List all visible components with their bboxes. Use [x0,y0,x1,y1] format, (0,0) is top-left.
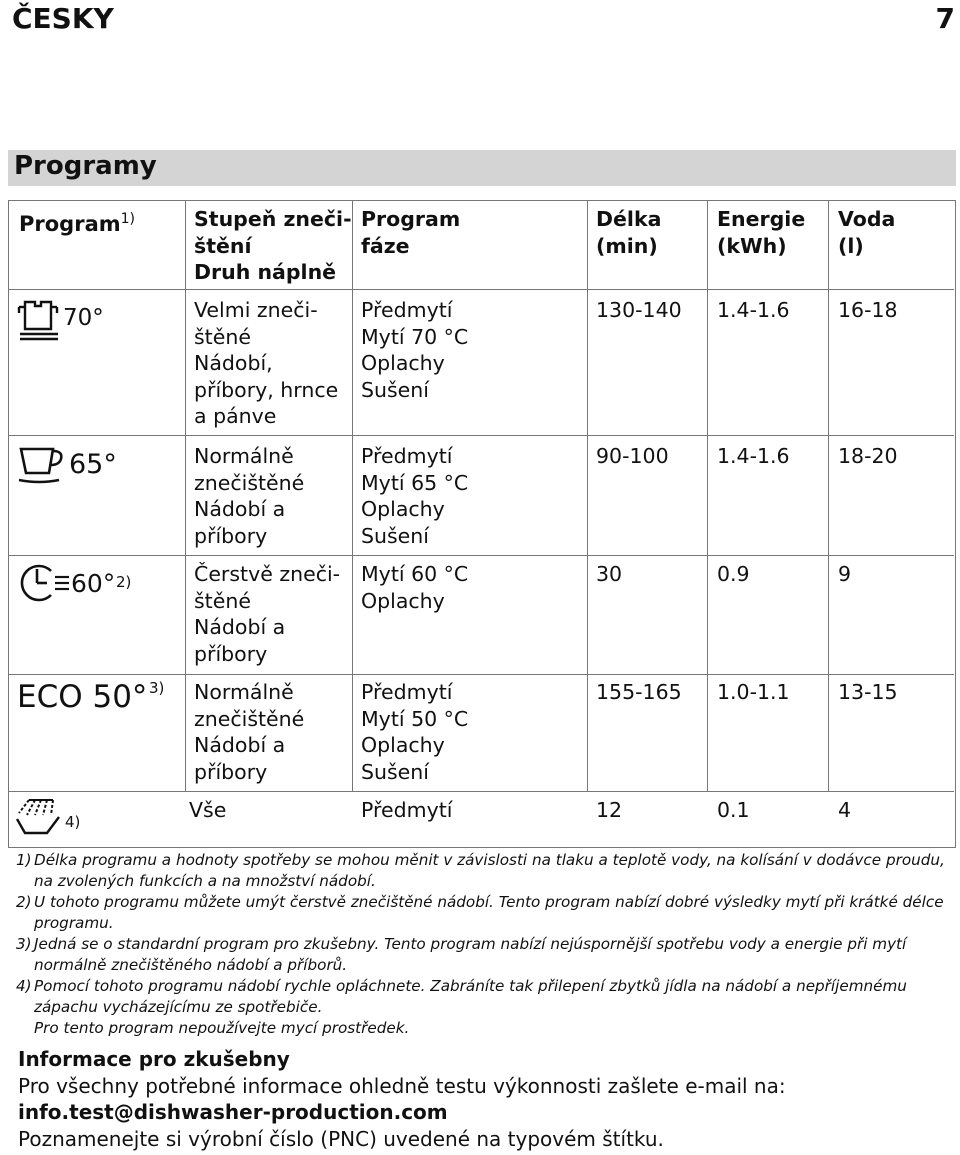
water-cell: 9 [838,562,852,586]
energy-cell: 1.4-1.6 [717,444,790,468]
soiling-cell: Normálně znečištěné Nádobí a příbory [194,680,305,784]
phases-cell: Předmytí [361,798,453,822]
pot-icon [17,299,61,345]
header-water: Voda (l) [838,207,896,258]
footnote-ref: 1) [120,211,135,227]
program-temp-label: 60° [71,569,116,598]
energy-cell: 1.4-1.6 [717,298,790,322]
duration-cell: 155-165 [596,680,682,704]
info-email: info.test@dishwasher-production.com [18,1100,448,1124]
cup-icon [17,445,69,489]
programs-table [8,200,956,848]
footnotes [16,850,946,1040]
soiling-cell: Normálně znečištěné Nádobí a příbory [194,444,305,548]
phases-cell: Předmytí Mytí 70 °C Oplachy Sušení [361,298,469,402]
page-header [12,0,957,40]
language-heading: ČESKY [12,2,114,35]
energy-cell: 0.1 [717,798,750,822]
header-phases: Program fáze [361,207,461,258]
footnote: 2) U tohoto programu můžete umýt čerstvě znečištěné nádobí. Tento program nabízí dobré výsledky mytí při krátké délce programu. [16,893,944,932]
soiling-cell: Vše [189,798,227,822]
header-duration: Délka (min) [596,207,662,258]
duration-cell: 30 [596,562,623,586]
grid-line [9,289,954,290]
info-block [18,1046,948,1152]
program-temp-label: 65° [69,449,117,480]
header-soiling: Stupeň zneči- štění Druh náplně [194,207,352,284]
phases-cell: Předmytí Mytí 65 °C Oplachy Sušení [361,444,469,548]
grid-line [9,791,954,792]
footnote-ref: 2) [116,573,132,591]
info-line: Poznamenejte si výrobní číslo (PNC) uvedené na typovém štítku. [18,1126,664,1151]
phases-cell: Mytí 60 °C Oplachy [361,562,469,613]
footnote: Pro tento program nepoužívejte mycí prostředek. [34,1019,410,1037]
grid-line [9,435,954,436]
water-cell: 4 [838,798,852,822]
duration-cell: 130-140 [596,298,682,322]
header-energy: Energie (kWh) [717,207,806,258]
clock-icon [17,563,77,607]
energy-cell: 0.9 [717,562,750,586]
footnote: 1) Délka programu a hodnoty spotřeby se mohou měnit v závislosti na tlaku a teplotě vody, na kolísání v dodávce proudu, na zvolených funkcích a na množství nádobí. [16,851,945,890]
info-title: Informace pro zkušebny [18,1047,290,1071]
footnote: 4) Pomocí tohoto programu nádobí rychle opláchnete. Zabráníte tak přilepení zbytků jídla na nádobí a nepříjemnému zápachu vycházejícímu ze spotřebiče. [16,977,907,1016]
header-program: Program$^{1)}$ [19,211,135,236]
footnote: 3) Jedná se o standardní program pro zkušebny. Tento program nabízí nejúspornější spotřebu vody a energie při mytí normálně znečištěného nádobí a příborů. [16,935,907,974]
page-number: 7 [935,2,955,35]
info-line: Pro všechny potřebné informace ohledně testu výkonnosti zašlete e-mail na: [18,1073,786,1098]
water-cell: 18-20 [838,444,898,468]
footnote-ref: 4) [65,813,81,831]
phases-cell: Předmytí Mytí 50 °C Oplachy Sušení [361,680,469,784]
program-temp-label: 70° [63,305,104,331]
program-eco-label: ECO 50° [17,679,148,715]
section-bar [8,150,956,186]
rinse-icon [15,797,61,843]
water-cell: 13-15 [838,680,898,704]
grid-line [9,555,954,556]
footnote-ref: 3) [149,679,165,697]
duration-cell: 12 [596,798,623,822]
section-title: Programy [14,151,157,181]
energy-cell: 1.0-1.1 [717,680,790,704]
water-cell: 16-18 [838,298,898,322]
soiling-cell: Čerstvě zneči- štěné Nádobí a příbory [194,562,341,666]
duration-cell: 90-100 [596,444,669,468]
soiling-cell: Velmi zneči- štěné Nádobí, příbory, hrnce a pánve [194,298,339,428]
grid-line [9,674,954,675]
